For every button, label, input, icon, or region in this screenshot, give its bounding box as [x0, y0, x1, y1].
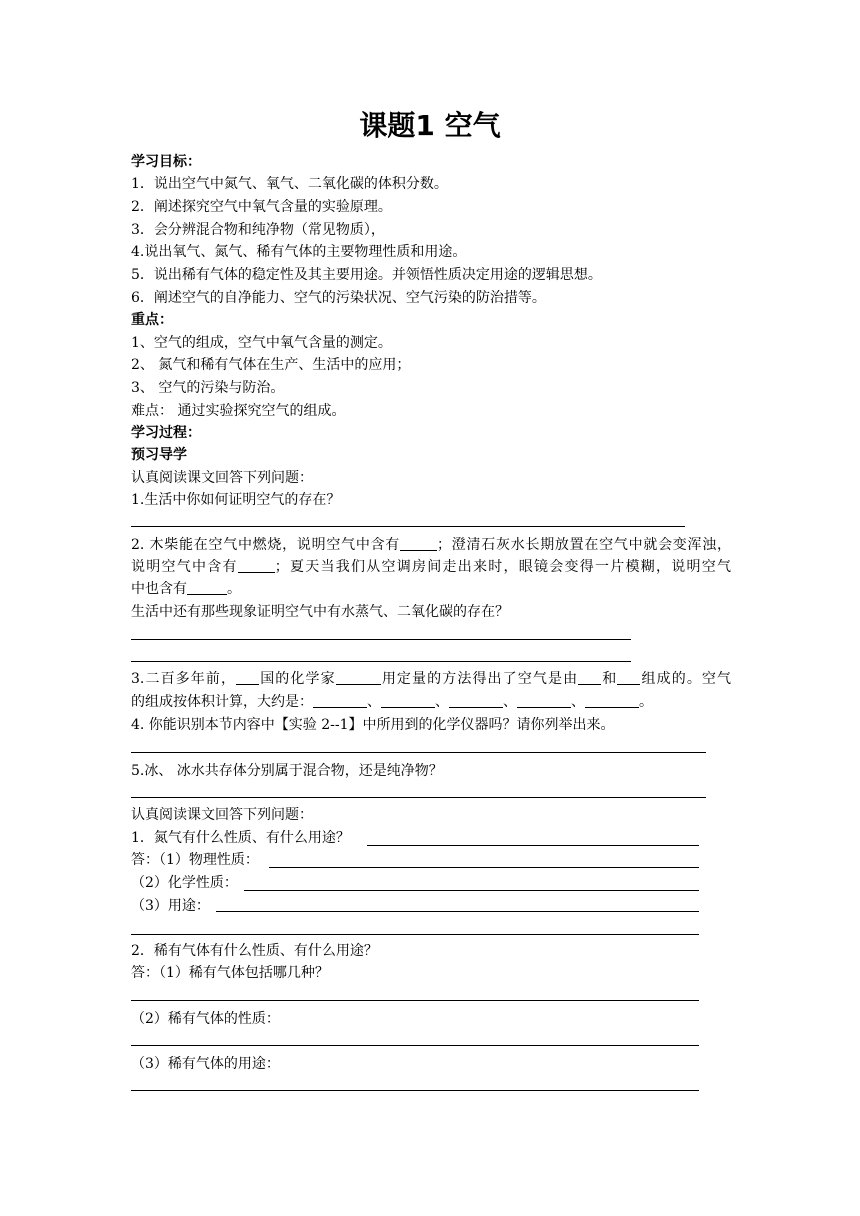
nitrogen-physical-label: 答：（1）物理性质： [131, 852, 259, 868]
answer-line[interactable] [131, 1000, 699, 1001]
answer-line[interactable] [216, 911, 699, 912]
fill-in-blank[interactable] [187, 580, 227, 595]
fill-in-blank[interactable] [313, 693, 367, 708]
answer-line[interactable] [131, 797, 706, 798]
key-point-item: 3、 空气的污染与防治。 [131, 380, 285, 396]
answer-line[interactable] [131, 752, 706, 753]
key-points-heading: 重点： [131, 312, 173, 328]
answer-line[interactable] [131, 1045, 699, 1046]
process-heading: 学习过程： [131, 425, 201, 441]
objective-item: 4.说出氧气、氮气、稀有气体的主要物理性质和用途。 [131, 244, 467, 260]
question-2-line-1: 2. 木柴能在空气中燃烧，说明空气中含有 ；澄清石灰水长期放置在空气中就会变浑浊， [131, 537, 732, 553]
noble-gas-properties-label: （2）稀有气体的性质： [131, 1011, 280, 1027]
noble-gas-question: 2．稀有气体有什么性质、有什么用途？ [131, 943, 378, 959]
objective-item: 5．说出稀有气体的稳定性及其主要用途。并领悟性质决定用途的逻辑思想。 [131, 267, 602, 283]
key-point-item: 2、 氮气和稀有气体在生产、生活中的应用； [131, 357, 411, 373]
question-4: 4. 你能识别本节内容中【实验 2--1】中所用到的化学仪器吗？请你列举出来。 [131, 717, 615, 733]
answer-line[interactable] [131, 934, 699, 935]
noble-gas-which-label: 答：（1）稀有气体包括哪几种？ [131, 965, 329, 981]
answer-line[interactable] [131, 1090, 699, 1091]
instruction-text: 认真阅读课文回答下列问题： [131, 807, 313, 823]
question-5: 5.冰、 冰水共存体分别属于混合物，还是纯净物？ [131, 763, 443, 779]
fill-in-blank[interactable] [617, 670, 640, 685]
answer-line[interactable] [269, 867, 699, 868]
fill-in-blank[interactable] [578, 670, 601, 685]
preview-heading: 预习导学 [131, 447, 187, 463]
fill-in-blank[interactable] [449, 693, 503, 708]
answer-line[interactable] [131, 661, 631, 662]
question-3-line-2: 的组成按体积计算，大约是： 、 、 、 、 。 [131, 694, 653, 710]
answer-line[interactable] [131, 526, 685, 527]
nitrogen-uses-label: （3）用途： [131, 898, 210, 914]
fill-in-blank[interactable] [400, 536, 437, 551]
fill-in-blank[interactable] [336, 670, 381, 685]
fill-in-blank[interactable] [585, 693, 639, 708]
fill-in-blank[interactable] [236, 670, 259, 685]
question-2-line-3: 中也含有 。 [131, 581, 241, 597]
page-title: 课题1 空气 [359, 109, 501, 142]
answer-line[interactable] [244, 890, 699, 891]
objective-item: 6．阐述空气的自净能力、空气的污染状况、空气污染的防治措等。 [131, 290, 546, 306]
instruction-text: 认真阅读课文回答下列问题： [131, 470, 313, 486]
question-1: 1.生活中你如何证明空气的存在？ [131, 492, 341, 508]
question-3-line-1: 3.二百多年前， 国的化学家 用定量的方法得出了空气是由 和 组成的。空气 [131, 671, 732, 687]
question-2-line-2: 说明空气中含有 ；夏天当我们从空调房间走出来时，眼镜会变得一片模糊，说明空气 [131, 559, 731, 575]
noble-gas-uses-label: （3）稀有气体的用途： [131, 1056, 280, 1072]
objective-item: 2．阐述探究空气中氧气含量的实验原理。 [131, 199, 392, 215]
fill-in-blank[interactable] [238, 558, 275, 573]
key-point-item: 1、空气的组成，空气中氧气含量的测定。 [131, 335, 392, 351]
objective-item: 1．说出空气中氮气、氧气、二氧化碳的体积分数。 [131, 176, 448, 192]
difficulty-line: 难点： 通过实验探究空气的组成。 [131, 403, 346, 419]
fill-in-blank[interactable] [517, 693, 571, 708]
fill-in-blank[interactable] [381, 693, 435, 708]
answer-line[interactable] [367, 845, 699, 846]
nitrogen-question: 1．氮气有什么性质、有什么用途？ [131, 830, 350, 846]
objectives-heading: 学习目标： [131, 154, 201, 170]
objective-item: 3．会分辨混合物和纯净物（常见物质）， [131, 222, 385, 238]
question-2-line-4: 生活中还有那些现象证明空气中有水蒸气、二氧化碳的存在？ [131, 604, 509, 620]
answer-line[interactable] [131, 639, 631, 640]
nitrogen-chemical-label: （2）化学性质： [131, 875, 238, 891]
